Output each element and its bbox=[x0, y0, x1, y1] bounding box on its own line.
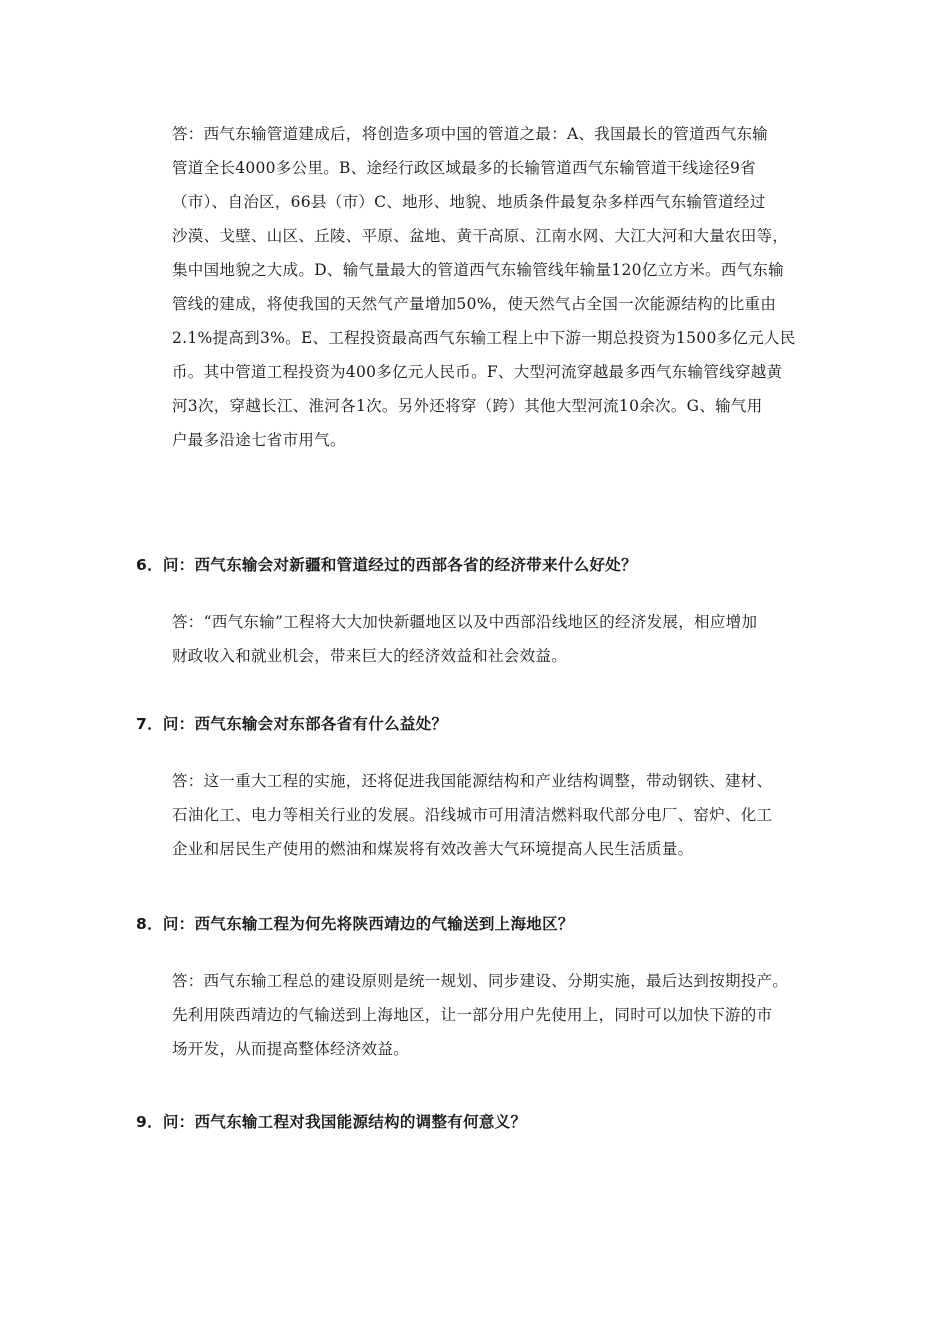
question-7: 7．问：西气东输会对东部各省有什么益处？ bbox=[136, 715, 448, 733]
answer-line: 场开发，从而提高整体经济效益。 bbox=[172, 1040, 410, 1058]
answer-line: 答：“西气东输”工程将大大加快新疆地区以及中西部沿线地区的经济发展，相应增加 bbox=[172, 613, 758, 631]
answer-line: 答：西气东输管道建成后，将创造多项中国的管道之最：A、我国最长的管道西气东输 bbox=[172, 125, 769, 143]
question-6: 6．问：西气东输会对新疆和管道经过的西部各省的经济带来什么好处？ bbox=[136, 556, 637, 574]
answer-8 bbox=[172, 964, 820, 1066]
answer-line: 集中国地貌之大成。D、输气量最大的管道西气东输管线年输量120亿立方米。西气东输 bbox=[172, 261, 785, 279]
answer-line: 答：这一重大工程的实施，还将促进我国能源结构和产业结构调整，带动钢铁、建材、 bbox=[172, 772, 773, 790]
question-8: 8．问：西气东输工程为何先将陕西靖边的气输送到上海地区？ bbox=[136, 915, 574, 933]
answer-5 bbox=[172, 117, 820, 457]
answer-6 bbox=[172, 605, 820, 673]
answer-line: 2.1%提高到3%。E、工程投资最高西气东输工程上中下游一期总投资为1500多亿元人民 bbox=[172, 329, 796, 347]
answer-line: 先利用陕西靖边的气输送到上海地区，让一部分用户先使用上，同时可以加快下游的市 bbox=[172, 1006, 773, 1024]
answer-line: 河3次，穿越长江、淮河各1次。另外还将穿（跨）其他大型河流10余次。G、输气用 bbox=[172, 397, 763, 415]
question-9: 9．问：西气东输工程对我国能源结构的调整有何意义？ bbox=[136, 1113, 527, 1131]
answer-line: 管道全长4000多公里。B、途经行政区域最多的长输管道西气东输管道干线途径9省 bbox=[172, 159, 756, 177]
answer-line: 沙漠、戈壁、山区、丘陵、平原、盆地、黄干高原、江南水网、大江大河和大量农田等， bbox=[172, 227, 789, 245]
answer-line: 答：西气东输工程总的建设原则是统一规划、同步建设、分期实施，最后达到按期投产。 bbox=[172, 972, 789, 990]
answer-line: 户最多沿途七省市用气。 bbox=[172, 431, 346, 449]
answer-line: 石油化工、电力等相关行业的发展。沿线城市可用清洁燃料取代部分电厂、窑炉、化工 bbox=[172, 806, 773, 824]
answer-line: （市）、自治区，66县（市）C、地形、地貌、地质条件最复杂多样西气东输管道经过 bbox=[172, 193, 766, 211]
answer-line: 财政收入和就业机会，带来巨大的经济效益和社会效益。 bbox=[172, 647, 568, 665]
answer-line: 币。其中管道工程投资为400多亿元人民币。F、大型河流穿越最多西气东输管线穿越黄 bbox=[172, 363, 783, 381]
answer-line: 管线的建成，将使我国的天然气产量增加50%，使天然气占全国一次能源结构的比重由 bbox=[172, 295, 777, 313]
answer-7 bbox=[172, 764, 820, 866]
answer-line: 企业和居民生产使用的燃油和煤炭将有效改善大气环境提高人民生活质量。 bbox=[172, 840, 694, 858]
